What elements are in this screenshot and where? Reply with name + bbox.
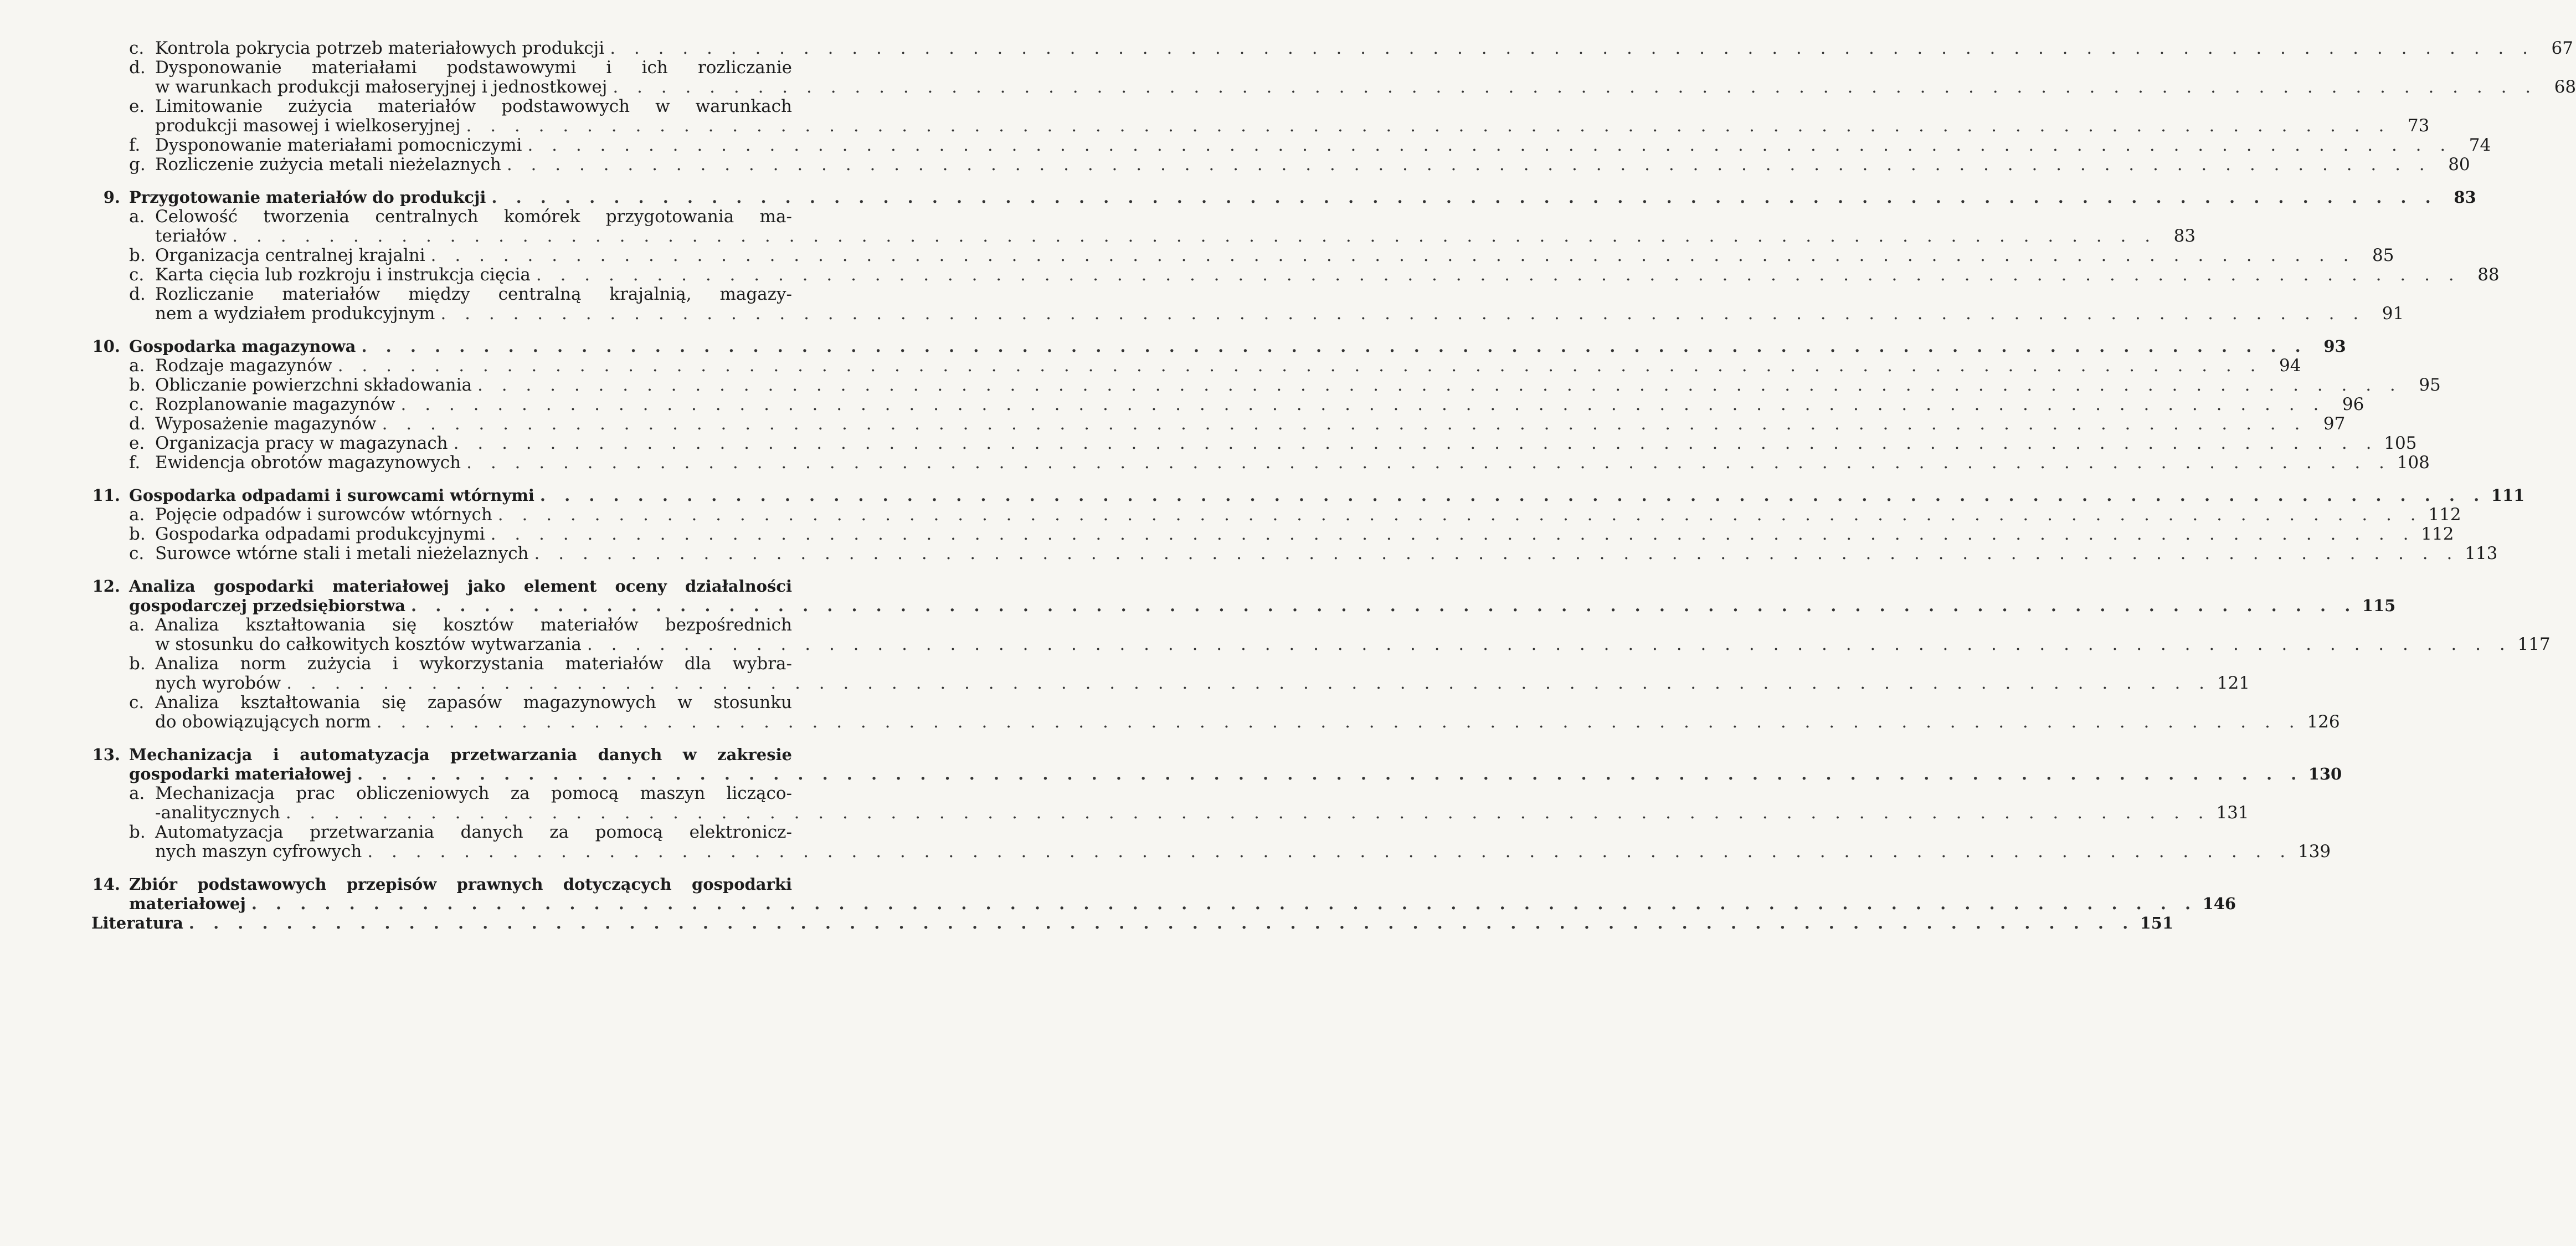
entry-title: Kontrola pokrycia potrzeb materiałowych produkcji [155,38,605,58]
entry-letter: a. [129,505,145,525]
entry-title: Gospodarka magazynowa [129,337,356,356]
dot-leader: . . . . . . . . . . . . . . . . . . . . . . . . . . . . . . . . . . . . . . . . . . . . . . . . . . . . . . . . . . . . . . . . . . . . . . . . . . . . . . . . [534,543,2459,563]
chapter-number: 12. [92,577,120,596]
page-number: 95 [2419,375,2441,395]
entry-letter: f. [129,453,141,473]
entry-letter: f. [129,135,141,155]
page-number: 146 [2202,894,2236,913]
entry-title-line: Automatyzacja przetwarzania danych za pomocą elektronicz- [155,822,792,842]
page-number: 126 [2307,712,2340,732]
entry-title: Dysponowanie materiałami pomocniczymi [155,135,522,155]
entry-title: gospodarki materiałowej [129,765,352,783]
entry-title: Organizacja pracy w magazynach [155,433,448,453]
entry-title-line: Analiza norm zużycia i wykorzystania materiałów dla wybra- [155,654,792,674]
toc-subentry [91,394,2364,414]
toc-chapter [91,337,2346,356]
dot-leader: . . . . . . . . . . . . . . . . . . . . . . . . . . . . . . . . . . . . . . . . . . . . . . . . . . . . . . . . . . . . . . . . . . . . . . . . . . . . . . . . [361,337,2307,356]
toc-subentry [91,654,2250,693]
page-number: 74 [2469,135,2491,155]
toc-subentry [91,356,2301,376]
entry-title: produkcji masowej i wielkoseryjnej [155,116,461,136]
toc-subentry [91,58,2576,97]
entry-letter: e. [129,96,145,116]
page-number: 94 [2279,356,2301,376]
toc-chapter [91,875,2236,914]
page-number: 108 [2397,453,2430,473]
entry-title: Karta cięcia lub rozkroju i instrukcja cięcia [155,265,531,285]
page-number: 112 [2421,524,2454,544]
page-number: 112 [2428,505,2461,525]
table-of-contents [91,38,2576,933]
page-number: 117 [2517,634,2551,654]
entry-title: nych maszyn cyfrowych [155,842,362,862]
entry-title-line: Rozliczanie materiałów między centralną krajalnią, magazy- [155,284,792,304]
dot-leader: . . . . . . . . . . . . . . . . . . . . . . . . . . . . . . . . . . . . . . . . . . . . . . . . . . . . . . . . . . . . . . . . . . . . . . . . . . . . . . . . [466,453,2391,473]
dot-leader: . . . . . . . . . . . . . . . . . . . . . . . . . . . . . . . . . . . . . . . . . . . . . . . . . . . . . . . . . . . . . . . . . . . . . . . . . . . . . . . . [286,673,2212,693]
entry-title: Ewidencja obrotów magazynowych [155,453,461,473]
entry-letter: c. [129,265,145,285]
entry-letter: g. [129,155,146,175]
toc-subentry [91,783,2249,823]
entry-title: Rozliczenie zużycia metali nieżelaznych [155,155,501,175]
entry-title: Literatura [91,914,183,932]
dot-leader: . . . . . . . . . . . . . . . . . . . . . . . . . . . . . . . . . . . . . . . . . . . . . . . . . . . . . . . . . . . . . . . . . . . . . . . . . . . . . . . . [382,414,2307,434]
entry-title: nem a wydziałem produkcyjnym [155,304,435,324]
page-number: 97 [2323,414,2346,434]
dot-leader: . . . . . . . . . . . . . . . . . . . . . . . . . . . . . . . . . . . . . . . . . . . . . . . . . . . . . . . . . . . . . . . . . . . . . . . . . . . . . . . . [539,486,2486,505]
toc-subentry [91,265,2500,285]
toc-subentry [91,38,2573,58]
page-number: 131 [2216,803,2249,823]
dot-leader: . . . . . . . . . . . . . . . . . . . . . . . . . . . . . . . . . . . . . . . . . . . . . . . . . . . . . . . . . . . . . . . . . . . . . . . . . . . . . . . . [497,505,2423,525]
chapter-number: 10. [92,337,120,356]
entry-letter: c. [129,38,145,58]
entry-title-line: Zbiór podstawowych przepisów prawnych dotyczących gospodarki [129,875,792,894]
page-number: 105 [2384,433,2417,453]
dot-leader: . . . . . . . . . . . . . . . . . . . . . . . . . . . . . . . . . . . . . . . . . . . . . . . . . . . . . . . . . . . . . . . . . . . . . . . . . . . . . . . . [251,894,2198,913]
toc-subentry [91,284,2404,324]
toc-subentry [91,524,2454,544]
entry-title-line: Analiza kształtowania się kosztów materiałów bezpośrednich [155,615,792,635]
entry-title: Organizacja centralnej krajalni [155,245,425,265]
dot-leader: . . . . . . . . . . . . . . . . . . . . . . . . . . . . . . . . . . . . . . . . . . . . . . . . . . . . . . . . . . . . . . . . . . . . . . . . . . . . . . . . [491,188,2438,207]
toc-literature [91,914,2174,933]
dot-leader: . . . . . . . . . . . . . . . . . . . . . . . . . . . . . . . . . . . . . . . . . . . . . . . . . . . . . . . . . . . . . . . . . . . . . . . . . . . . . . . . [466,116,2391,136]
page-number: 80 [2448,155,2470,175]
entry-letter: d. [129,414,146,434]
dot-leader: . . . . . . . . . . . . . . . . . . . . . . . . . . . . . . . . . . . . . . . . . . . . . . . . . . . . . . . . . . . . . . . . . . . . . . . . . . . . . . . . [430,245,2356,265]
entry-title-line: Analiza kształtowania się zapasów magazynowych w stosunku [155,693,792,712]
page-number: 139 [2297,842,2331,862]
page-number: 85 [2372,245,2394,265]
dot-leader: . . . . . . . . . . . . . . . . . . . . . . . . . . . . . . . . . . . . . . . . . . . . . . . . . . . . . . . . . . . . . . . . . . . . . . . . . . . . . . . . [536,265,2461,285]
page-number: 151 [2140,914,2174,932]
page-number: 73 [2407,116,2430,136]
toc-subentry [91,375,2441,395]
entry-letter: e. [129,433,145,453]
entry-title-line: Dysponowanie materiałami podstawowymi i ich rozliczanie [155,58,792,78]
entry-title: Surowce wtórne stali i metali nieżelaznych [155,543,529,563]
toc-subentry [91,822,2331,862]
entry-title-line: Mechanizacja i automatyzacja przetwarzania danych w zakresie [129,745,792,764]
toc-subentry [91,135,2491,155]
entry-letter: d. [129,284,146,304]
chapter-number: 14. [92,875,120,894]
entry-letter: c. [129,394,145,414]
toc-chapter [91,188,2476,207]
page-number: 91 [2382,304,2404,324]
toc-subentry [91,505,2461,525]
entry-title-line: Limitowanie zużycia materiałów podstawowych w warunkach [155,96,792,116]
dot-leader: . . . . . . . . . . . . . . . . . . . . . . . . . . . . . . . . . . . . . . . . . . . . . . . . . . . . . . . . . . . . . . . . . . . . . . . . . . . . . . . . [367,842,2292,862]
entry-letter: b. [129,822,146,842]
entry-title: nych wyrobów [155,673,281,693]
entry-title: do obowiązujących norm [155,712,371,732]
toc-subentry [91,453,2430,473]
toc-subentry [91,693,2340,732]
entry-title: Rozplanowanie magazynów [155,394,395,414]
entry-letter: b. [129,654,146,674]
dot-leader: . . . . . . . . . . . . . . . . . . . . . . . . . . . . . . . . . . . . . . . . . . . . . . . . . . . . . . . . . . . . . . . . . . . . . . . . . . . . . . . . [506,155,2431,175]
entry-title: Gospodarka odpadami produkcyjnymi [155,524,485,544]
toc-subentry [91,245,2394,265]
page-number: 67 [2551,38,2573,58]
dot-leader: . . . . . . . . . . . . . . . . . . . . . . . . . . . . . . . . . . . . . . . . . . . . . . . . . . . . . . . . . . . . . . . . . . . . . . . . . . . . . . . . [285,803,2210,823]
entry-title: materiałowej [129,894,246,913]
entry-title: gospodarczej przedsiębiorstwa [129,596,406,615]
entry-letter: a. [129,615,145,635]
page-number: 83 [2454,188,2476,207]
toc-subentry [91,433,2417,453]
chapter-number: 9. [103,188,120,207]
dot-leader: . . . . . . . . . . . . . . . . . . . . . . . . . . . . . . . . . . . . . . . . . . . . . . . . . . . . . . . . . . . . . . . . . . . . . . . . . . . . . . . . [440,304,2366,324]
dot-leader: . . . . . . . . . . . . . . . . . . . . . . . . . . . . . . . . . . . . . . . . . . . . . . . . . . . . . . . . . . . . . . . . . . . . . . . . . . . . . . . . [610,38,2534,58]
page-number: 115 [2362,596,2396,615]
dot-leader: . . . . . . . . . . . . . . . . . . . . . . . . . . . . . . . . . . . . . . . . . . . . . . . . . . . . . . . . . . . . . . . . . . . . . . . . . . . . . . . . [188,914,2135,932]
entry-letter: d. [129,58,146,78]
page-number: 130 [2308,765,2342,783]
toc-chapter [91,745,2342,784]
entry-letter: b. [129,375,146,395]
dot-leader: . . . . . . . . . . . . . . . . . . . . . . . . . . . . . . . . . . . . . . . . . . . . . . . . . . . . . . . . . . . . . . . . . . . . . . . . . . . . . . . . [453,433,2378,453]
dot-leader: . . . . . . . . . . . . . . . . . . . . . . . . . . . . . . . . . . . . . . . . . . . . . . . . . . . . . . . . . . . . . . . . . . . . . . . . . . . . . . . . [587,634,2512,654]
toc-subentry [91,96,2430,136]
dot-leader: . . . . . . . . . . . . . . . . . . . . . . . . . . . . . . . . . . . . . . . . . . . . . . . . . . . . . . . . . . . . . . . . . . . . . . . . . . . . . . . . [613,77,2538,97]
entry-letter: b. [129,524,146,544]
dot-leader: . . . . . . . . . . . . . . . . . . . . . . . . . . . . . . . . . . . . . . . . . . . . . . . . . . . . . . . . . . . . . . . . . . . . . . . . . . . . . . . . [477,375,2402,395]
entry-title: w warunkach produkcji małoseryjnej i jednostkowej [155,77,608,97]
page-number: 88 [2477,265,2500,285]
page-number: 111 [2491,486,2525,505]
entry-letter: c. [129,693,145,712]
entry-letter: a. [129,783,145,803]
page-number: 83 [2173,226,2196,246]
entry-letter: a. [129,207,145,227]
entry-title: Obliczanie powierzchni składowania [155,375,472,395]
toc-subentry [91,414,2346,434]
entry-title: Pojęcie odpadów i surowców wtórnych [155,505,492,525]
entry-title: -analitycznych [155,803,280,823]
dot-leader: . . . . . . . . . . . . . . . . . . . . . . . . . . . . . . . . . . . . . . . . . . . . . . . . . . . . . . . . . . . . . . . . . . . . . . . . . . . . . . . . [376,712,2301,732]
page-number: 113 [2465,543,2498,563]
toc-chapter [91,577,2396,616]
entry-title-line: Celowość tworzenia centralnych komórek przygotowania ma- [155,207,792,227]
entry-title: Wyposażenie magazynów [155,414,377,434]
entry-title-line: Mechanizacja prac obliczeniowych za pomocą maszyn licząco- [155,783,792,803]
page-number: 96 [2342,394,2364,414]
entry-letter: b. [129,245,146,265]
dot-leader: . . . . . . . . . . . . . . . . . . . . . . . . . . . . . . . . . . . . . . . . . . . . . . . . . . . . . . . . . . . . . . . . . . . . . . . . . . . . . . . . [411,596,2357,615]
chapter-number: 11. [92,486,120,505]
toc-subentry [91,207,2196,246]
entry-title: teriałów [155,226,227,246]
toc-chapter [91,486,2525,505]
chapter-number: 13. [92,745,120,764]
page-number: 121 [2217,673,2250,693]
toc-subentry [91,543,2498,563]
dot-leader: . . . . . . . . . . . . . . . . . . . . . . . . . . . . . . . . . . . . . . . . . . . . . . . . . . . . . . . . . . . . . . . . . . . . . . . . . . . . . . . . [337,356,2263,376]
dot-leader: . . . . . . . . . . . . . . . . . . . . . . . . . . . . . . . . . . . . . . . . . . . . . . . . . . . . . . . . . . . . . . . . . . . . . . . . . . . . . . . . [400,394,2326,414]
toc-subentry [91,155,2470,175]
page-number: 93 [2323,337,2346,356]
entry-title: Rodzaje magazynów [155,356,332,376]
entry-title: Gospodarka odpadami i surowcami wtórnymi [129,486,534,505]
entry-letter: a. [129,356,145,376]
dot-leader: . . . . . . . . . . . . . . . . . . . . . . . . . . . . . . . . . . . . . . . . . . . . . . . . . . . . . . . . . . . . . . . . . . . . . . . . . . . . . . . . [232,226,2157,246]
page-number: 68 [2554,77,2576,97]
toc-subentry [91,615,2551,654]
entry-title-line: Analiza gospodarki materiałowej jako element oceny działalności [129,577,792,596]
dot-leader: . . . . . . . . . . . . . . . . . . . . . . . . . . . . . . . . . . . . . . . . . . . . . . . . . . . . . . . . . . . . . . . . . . . . . . . . . . . . . . . . [357,765,2304,783]
entry-title: w stosunku do całkowitych kosztów wytwarzania [155,634,582,654]
entry-letter: c. [129,543,145,563]
dot-leader: . . . . . . . . . . . . . . . . . . . . . . . . . . . . . . . . . . . . . . . . . . . . . . . . . . . . . . . . . . . . . . . . . . . . . . . . . . . . . . . . [527,135,2452,155]
dot-leader: . . . . . . . . . . . . . . . . . . . . . . . . . . . . . . . . . . . . . . . . . . . . . . . . . . . . . . . . . . . . . . . . . . . . . . . . . . . . . . . . [490,524,2415,544]
entry-title: Przygotowanie materiałów do produkcji [129,188,486,207]
